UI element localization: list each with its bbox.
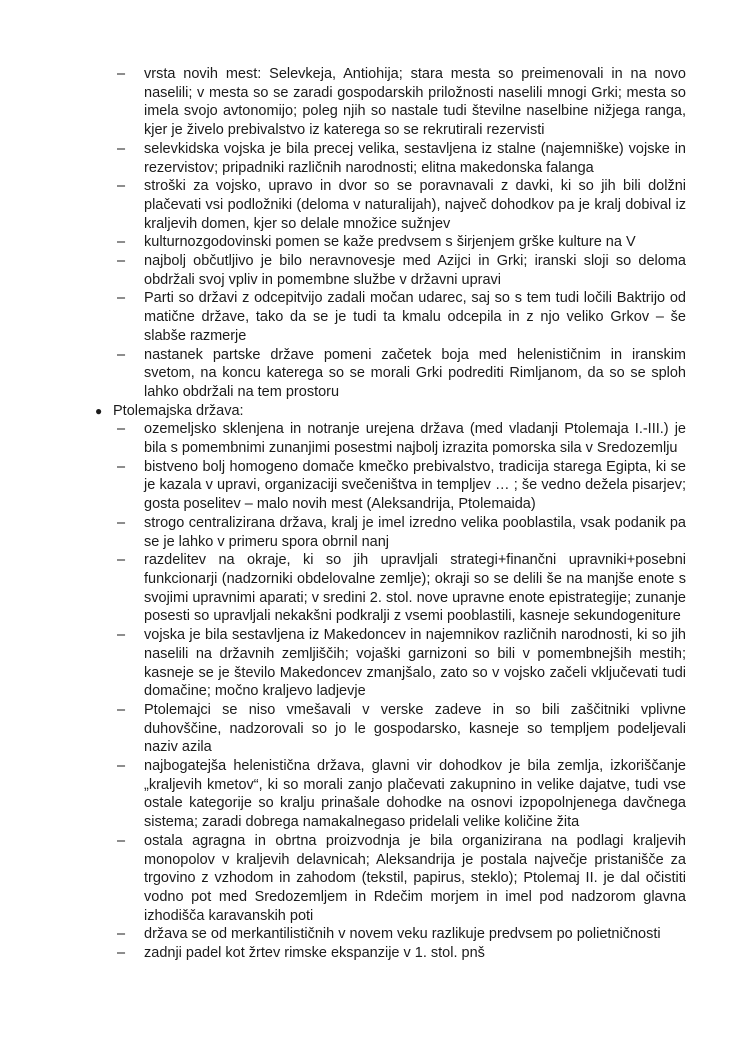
list-item-text: strogo centralizirana država, kralj je imel izredno velika pooblastila, vsak podanik pa se je lahko v primeru spora obrnil nanj — [144, 514, 686, 550]
round-bullet-icon: ● — [95, 403, 103, 418]
dash-bullet-icon: – — [117, 346, 126, 363]
list-item-text: Parti so državi z odcepitvijo zadali močan udarec, saj so s tem tudi ločili Baktrijo od matične države, tako da se je tudi ta kmalu odcepila in z njo veliko Grkov – še slabše razmerje — [144, 290, 686, 344]
list-item — [117, 233, 686, 252]
list-item-text: država se od merkantilističnih v novem veku razlikuje predvsem po polietničnosti — [144, 926, 661, 943]
list-item — [117, 925, 686, 944]
dash-bullet-icon: – — [117, 832, 126, 849]
list-item — [117, 757, 686, 832]
dash-list-ptolemajska — [95, 420, 686, 962]
list-item — [117, 944, 686, 963]
document-body — [95, 65, 686, 963]
list-item — [117, 514, 686, 551]
dash-bullet-icon: – — [117, 140, 126, 157]
dash-bullet-icon: – — [117, 66, 126, 82]
list-item — [117, 626, 686, 701]
list-item-text: bistveno bolj homogeno domače kmečko prebivalstvo, tradicija starega Egipta, ki se je kazala v upravi, organizaciji svečeništva in templjev … ; še vedno dežela pisarjev; gosta poselitev – malo novih mest (Aleksandrija, Ptolemaida) — [144, 458, 686, 513]
list-item-text: zadnji padel kot žrtev rimske ekspanzije v 1. stol. pnš — [144, 945, 485, 962]
list-item-text: najbogatejša helenistična država, glavni vir dohodkov je bila zemlja, izkoriščanje „kraljevih kmetov“, ki so morali zanjo plačevati zakupnino in velike dajatve, tudi vse ostale kategorije so kralju prinašale dohodke na osnovi izpopolnjenega davčnega sistema; zaradi dobrega namakalnegaso pridelali velike količine žita — [144, 758, 686, 831]
list-item — [117, 551, 686, 626]
dash-bullet-icon: – — [117, 701, 126, 718]
list-item — [117, 65, 686, 140]
list-item — [117, 140, 686, 177]
dash-bullet-icon: – — [117, 421, 126, 438]
dash-bullet-icon: – — [117, 290, 126, 307]
dash-bullet-icon: – — [117, 926, 126, 943]
section-title: Ptolemajska država: — [113, 402, 244, 419]
dash-list-top — [95, 65, 686, 402]
dash-bullet-icon: – — [117, 552, 126, 569]
list-item — [117, 252, 686, 289]
section-heading-ptolemajska — [95, 402, 686, 421]
list-item-text: Ptolemajci se niso vmešavali v verske zadeve in so bili zaščitniki vplivne duhovščine, nadzorovali so jo le gospodarsko, kasneje so templjem podeljevali naziv azila — [144, 701, 686, 756]
dash-bullet-icon: – — [117, 458, 126, 475]
dash-bullet-icon: – — [117, 758, 126, 775]
list-item — [117, 458, 686, 514]
dash-bullet-icon: – — [117, 945, 126, 962]
list-item-text: kulturnozgodovinski pomen se kaže predvsem s širjenjem grške kulture na V — [144, 234, 636, 251]
list-item-text: selevkidska vojska je bila precej velika, sestavljena iz stalne (najemniške) vojske in rezervistov; pripadniki različnih narodnosti; elitna makedonska falanga — [144, 140, 686, 176]
list-item — [117, 701, 686, 757]
list-item-text: vojska je bila sestavljena iz Makedoncev in najemnikov različnih narodnosti, ki so jih naselili na državnih zemljiščih; vojaški garnizoni so bili v pomembnejših mestih; kasneje se je število Makedoncev zmanjšalo, zato so v vojsko začeli vključevati tudi domačine; močno kraljevo ladjevje — [144, 627, 686, 700]
dash-bullet-icon: – — [117, 627, 126, 644]
list-item — [117, 177, 686, 233]
list-item — [117, 832, 686, 926]
list-item-text: najbolj občutljivo je bilo neravnovesje med Azijci in Grki; iranski sloji so deloma obdržali svoj vpliv in pomembne službe v državni upravi — [144, 253, 686, 288]
list-item-text: vrsta novih mest: Selevkeja, Antiohija; stara mesta so preimenovali in na novo naselili; v mesta so se zaradi gospodarskih priložnosti naselili mnogi Grki; mesta so imela svojo avtonomijo; poleg njih so nastale tudi številne naselbine nižjega ranga, kjer je živelo prebivalstvo iz katerega so se rekrutirali rezervisti — [144, 66, 686, 139]
list-item — [117, 420, 686, 457]
list-item — [117, 346, 686, 402]
list-item-text: nastanek partske države pomeni začetek boja med helenističnim in iranskim svetom, na koncu katerega so se morali Grki podrediti Rimljanom, da so se sploh lahko obdržali na tem prostoru — [144, 346, 686, 400]
list-item-text: stroški za vojsko, upravo in dvor so se poravnavali z davki, ki so jih bili dolžni plačevati vsi podložniki (deloma v naturalijah), največ dohodkov pa je kralj dobival iz kraljevih domen, kjer so delale množice sužnjev — [144, 178, 686, 232]
list-item-text: ostala agragna in obrtna proizvodnja je bila organizirana na podlagi kraljevih monopolov v kraljevih delavnicah; Aleksandrija je postala največje pristanišče za trgovino z vzhodom in zahodom (tekstil, papirus, steklo); Ptolemaj II. je dal očistiti vodno pot med Sredozemljem in Rdečim morjem in imel pod nadzorom glavna izhodišča karavanskih poti — [144, 832, 686, 924]
list-item-text: razdelitev na okraje, ki so jih upravljali strategi+finančni upravniki+posebni funkcionarji (nadzorniki obdelovalne zemlje); okraji so se delili še na manjše enote s svojimi upravnimi aparati; v sredini 2. stol. nove upravne enote epistrategije; zunanje posesti so upravljali nekakšni podkralji z vsemi pooblastili, kasneje sekundogeniture — [144, 552, 686, 625]
list-item-text: ozemeljsko sklenjena in notranje urejena država (med vladanji Ptolemaja I.-III.) je bila s pomembnimi zunanjimi posestmi najbolj izrazita pomorska sila v Sredozemlju — [144, 421, 686, 457]
dash-bullet-icon: – — [117, 253, 126, 270]
dash-bullet-icon: – — [117, 178, 126, 195]
dash-bullet-icon: – — [117, 514, 126, 531]
list-item — [117, 289, 686, 345]
dash-bullet-icon: – — [117, 234, 126, 251]
